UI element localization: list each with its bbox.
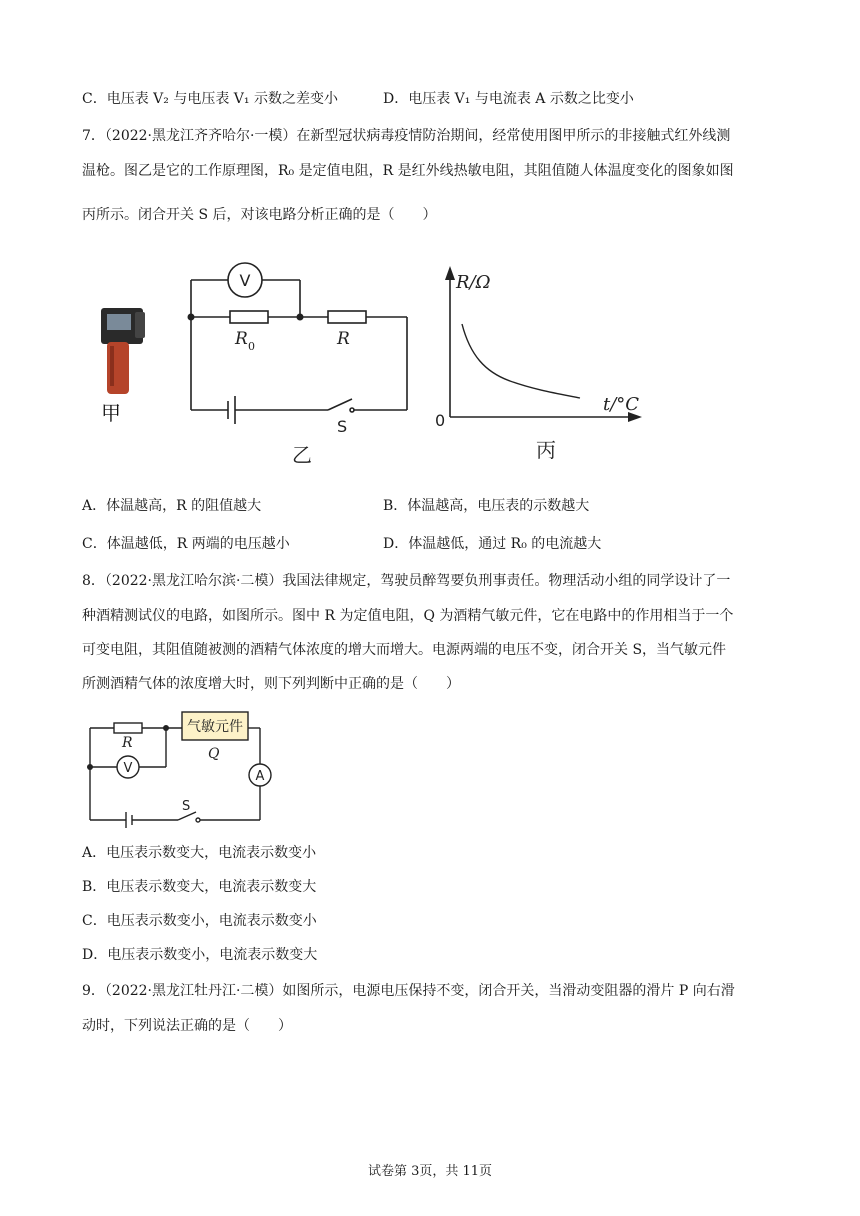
q8-voltmeter-label: V	[123, 761, 133, 776]
q7-option-b: B．体温越高，电压表的示数越大	[383, 498, 590, 514]
q9-stem-line1: 9．（2022·黑龙江牡丹江·二模）如图所示，电源电压保持不变，闭合开关，当滑动变阻器的滑片 P 向右滑	[82, 983, 735, 999]
switch-s-label: S	[337, 417, 348, 436]
r0-resistor-label: R	[235, 329, 248, 349]
q6-option-d: D．电压表 V₁ 与电流表 A 示数之比变小	[383, 91, 634, 107]
q8-ammeter-label: A	[255, 769, 265, 784]
page-footer: 试卷第 3页，共 11页	[367, 1164, 493, 1179]
fig-yi-label: 乙	[292, 443, 312, 467]
q7-option-d: D．体温越低，通过 R₀ 的电流越大	[383, 536, 602, 552]
q8-stem-line3: 可变电阻，其阻值随被测的酒精气体浓度的增大而增大。电源两端的电压不变，闭合开关 S，当气敏元件	[82, 642, 727, 658]
gas-sensor-label: 气敏元件	[187, 719, 243, 735]
q8-circuit-diagram	[82, 708, 282, 838]
fig-bing-label: 丙	[536, 438, 556, 462]
q7-option-c: C．体温越低，R 两端的电压越小	[82, 536, 290, 552]
q8-stem-line1: 8．（2022·黑龙江哈尔滨·二模）我国法律规定，驾驶员醉驾要负刑事责任。物理活动小组的同学设计了一	[82, 573, 731, 589]
r-resistor-label: R	[337, 329, 350, 349]
q8-switch-label: S	[182, 799, 191, 814]
q7-circuit-diagram	[180, 260, 420, 470]
graph-y-axis-label: R/Ω	[456, 272, 491, 293]
q8-option-a: A．电压表示数变大，电流表示数变小	[82, 845, 317, 861]
q7-stem-line1: 7．（2022·黑龙江齐齐哈尔·一模）在新型冠状病毒疫情防治期间，经常使用图甲所示的非接触式红外线测	[82, 128, 731, 144]
fig-jia-label: 甲	[101, 401, 121, 425]
r0-subscript: 0	[248, 340, 255, 353]
q8-option-c: C．电压表示数变小，电流表示数变小	[82, 913, 317, 929]
resistance-curve	[462, 324, 580, 398]
q8-stem-line2: 种酒精测试仪的电路，如图所示。图中 R 为定值电阻，Q 为酒精气敏元件，它在电路中的作用相当于一个	[82, 608, 734, 624]
q8-option-b: B．电压表示数变大，电流表示数变大	[82, 879, 317, 895]
q7-stem-line3: 丙所示。闭合开关 S 后，对该电路分析正确的是（ ）	[82, 207, 437, 223]
q8-q-label: Q	[208, 746, 220, 762]
q8-option-d: D．电压表示数变小，电流表示数变大	[82, 947, 318, 963]
graph-origin-label: 0	[435, 411, 446, 430]
q9-stem-line2: 动时，下列说法正确的是（ ）	[82, 1018, 292, 1034]
graph-x-axis-label: t/°C	[603, 394, 640, 415]
q7-option-a: A．体温越高，R 的阻值越大	[82, 498, 262, 514]
q7-stem-line2: 温枪。图乙是它的工作原理图，R₀ 是定值电阻，R 是红外线热敏电阻，其阻值随人体温度变化的图象如图	[82, 163, 734, 179]
thermometer-gun-figure	[95, 300, 155, 430]
q7-resistance-temperature-graph	[430, 260, 650, 465]
q6-option-c: C．电压表 V₂ 与电压表 V₁ 示数之差变小	[82, 91, 338, 107]
voltmeter-v-label: V	[239, 271, 251, 290]
q8-stem-line4: 所测酒精气体的浓度增大时，则下列判断中正确的是（ ）	[82, 676, 460, 692]
q8-r-label: R	[122, 735, 133, 751]
